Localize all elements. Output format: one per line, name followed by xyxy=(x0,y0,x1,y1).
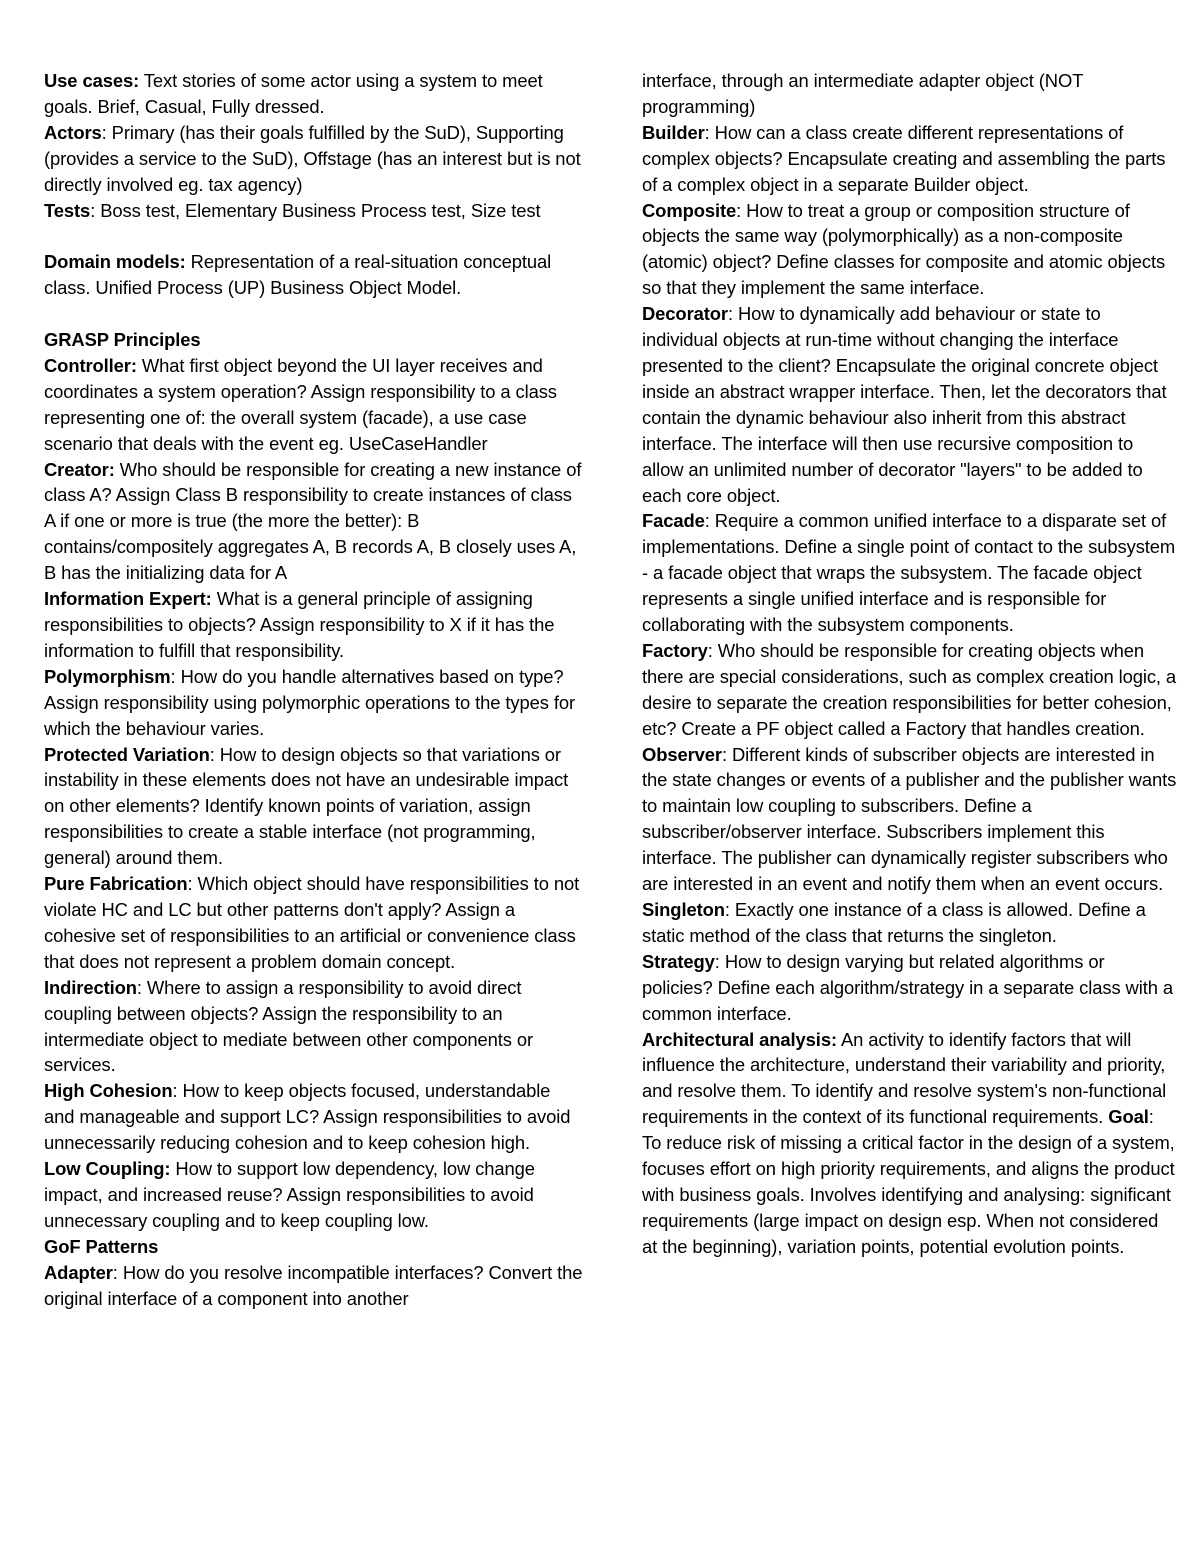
definition-singleton: : Exactly one instance of a class is allowed. Define a static method of the class that returns the singleton. xyxy=(642,899,1146,946)
definition-decorator: : How to dynamically add behaviour or state to individual objects at run-time without changing the interface presented to the client? Encapsulate the original concrete object inside an abstract wrapper interface. Then, let the decorators that contain the dynamic behaviour also inherit from this abstract interface. The interface will then use recursive composition to allow an unlimited number of decorator "layers" to be added to each core object. xyxy=(642,303,1167,506)
term-goal: Goal xyxy=(1108,1106,1149,1128)
definition-architectural-analysis: An activity to identify factors that will influence the architecture, understand their variability and priority, and resolve them. To identify and resolve system's non-functional requirements in the context of its functional requirements. xyxy=(642,1028,1167,1128)
definition-indirection: : Where to assign a responsibility to avoid direct coupling between objects? Assign the responsibility to an intermediate object to mediate between other components or services. xyxy=(44,976,533,1076)
definition-tests: : Boss test, Elementary Business Process test, Size test xyxy=(90,199,541,221)
definition-factory: : Who should be responsible for creating objects when there are special considerations, such as complex creation logic, a desire to separate the creation responsibilities for better cohesion, etc? Create a PF object called a Factory that handles creation. xyxy=(642,639,1177,739)
term-high-cohesion: High Cohesion xyxy=(44,1080,173,1102)
entry-strategy xyxy=(642,949,1177,1027)
term-architectural-analysis: Architectural analysis: xyxy=(642,1028,837,1050)
definition-strategy: : How to design varying but related algorithms or policies? Define each algorithm/strategy in a separate class with a common interface. xyxy=(642,950,1173,1024)
blank-line xyxy=(44,223,584,249)
term-domain-models: Domain models: xyxy=(44,251,186,273)
definition-pure-fabrication: : Which object should have responsibilities to not violate HC and LC but other patterns don't apply? Assign a cohesive set of responsibilities to an artificial or convenience class that does not represent a problem domain concept. xyxy=(44,873,580,972)
definition-protected-variation: : How to design objects so that variations or instability in these elements does not have an undesirable impact on other elements? Identify known points of variation, assign responsibilities to create a stable interface (not programming, general) around them. xyxy=(44,743,569,869)
definition-goal: : To reduce risk of missing a critical factor in the design of a system, focuses effort on high priority requirements, and aligns the product with business goals. Involves identifying and analysing: significant requirements (large impact on design esp. When not considered at the beginning), variation points, potential evolution points. xyxy=(642,1106,1175,1257)
definition-builder: : How can a class create different representations of complex objects? Encapsulate creating and assembling the parts of a complex object in a separate Builder object. xyxy=(642,121,1166,195)
term-factory: Factory xyxy=(642,639,708,661)
term-controller: Controller: xyxy=(44,354,137,376)
definition-polymorphism: : How do you handle alternatives based on type? Assign responsibility using polymorphic operations to the types for which the behaviour varies. xyxy=(44,665,575,739)
entry-protected-variation xyxy=(44,742,584,872)
definition-composite: : How to treat a group or composition structure of objects the same way (polymorphically) as a non-composite (atomic) object? Define classes for composite and atomic objects so that they implement the same interface. xyxy=(642,199,1166,299)
definition-observer: : Different kinds of subscriber objects are interested in the state changes or events of a publisher and the publisher wants to maintain low coupling to subscribers. Define a subscriber/observer interface. Subscribers implement this interface. The publisher can dynamically register subscribers who are interested in an event and notify them when an event occurs. xyxy=(642,743,1177,895)
definition-adapter: : How do you resolve incompatible interfaces? Convert the original interface of a component into another xyxy=(44,1261,583,1309)
right-column xyxy=(642,68,1177,1260)
definition-controller: What first object beyond the UI layer receives and coordinates a system operation? Assign responsibility to a class representing one of: the overall system (facade), a use case scenario that deals with the event eg. UseCaseHandler xyxy=(44,354,557,454)
entry-high-cohesion xyxy=(44,1078,584,1156)
definition-low-coupling: How to support low dependency, low change impact, and increased reuse? Assign responsibilities to avoid unnecessary coupling and to keep coupling low. xyxy=(44,1158,535,1231)
term-singleton: Singleton xyxy=(642,899,725,920)
term-low-coupling: Low Coupling: xyxy=(44,1158,171,1180)
definition-high-cohesion: : How to keep objects focused, understandable and manageable and support LC? Assign responsibilities to avoid unnecessarily reducing cohesion and to keep cohesion high. xyxy=(44,1080,571,1154)
definition-creator: Who should be responsible for creating a new instance of class A? Assign Class B responsibility to create instances of class A if one or more is true (the more the better): B contains/compositely aggregates A, B records A, B closely uses A, B has the initializing data for A xyxy=(44,458,582,584)
entry-composite xyxy=(642,198,1177,302)
entry-architectural-analysis xyxy=(642,1027,1177,1260)
term-actors: Actors xyxy=(44,121,102,143)
heading-gof-patterns: GoF Patterns xyxy=(44,1235,159,1257)
entry-low-coupling xyxy=(44,1156,584,1234)
blank-line xyxy=(44,301,584,327)
term-information-expert: Information Expert: xyxy=(44,588,212,610)
term-strategy: Strategy xyxy=(642,950,715,972)
term-indirection: Indirection xyxy=(44,976,137,998)
entry-creator xyxy=(44,457,584,587)
entry-facade xyxy=(642,508,1177,638)
heading-grasp-principles: GRASP Principles xyxy=(44,329,201,351)
term-composite: Composite xyxy=(642,199,737,221)
term-polymorphism: Polymorphism xyxy=(44,665,171,687)
definition-actors: : Primary (has their goals fulfilled by the SuD), Supporting (provides a service to the SuD), Offstage (has an interest but is not directly involved eg. tax agency) xyxy=(44,121,581,195)
entry-actors xyxy=(44,120,584,198)
entry-tests xyxy=(44,198,584,224)
term-pure-fabrication: Pure Fabrication xyxy=(44,873,188,895)
entry-adapter xyxy=(44,1260,584,1312)
term-facade: Facade xyxy=(642,510,705,532)
term-tests: Tests xyxy=(44,199,91,221)
entry-adapter-continued: interface, through an intermediate adapter object (NOT programming) xyxy=(642,70,1083,117)
entry-indirection xyxy=(44,975,584,1079)
term-observer: Observer xyxy=(642,743,722,765)
left-column xyxy=(44,68,584,1311)
entry-pure-fabrication xyxy=(44,871,584,975)
term-use-cases: Use cases: xyxy=(44,70,140,91)
term-decorator: Decorator xyxy=(642,303,728,325)
entry-singleton xyxy=(642,897,1177,949)
entry-builder xyxy=(642,120,1177,198)
entry-information-expert xyxy=(44,586,584,664)
definition-facade: : Require a common unified interface to a disparate set of implementations. Define a single point of contact to the subsystem - a facade object that wraps the subsystem. The facade object represents a single unified interface and is responsible for collaborating with the subsystem components. xyxy=(642,510,1176,636)
entry-polymorphism xyxy=(44,664,584,742)
entry-decorator xyxy=(642,301,1177,508)
term-adapter: Adapter xyxy=(44,1261,113,1283)
definition-use-cases: Text stories of some actor using a system to meet goals. Brief, Casual, Fully dressed. xyxy=(44,70,543,117)
entry-controller xyxy=(44,353,584,457)
definition-domain-models: Representation of a real-situation conceptual class. Unified Process (UP) Business Object Model. xyxy=(44,251,552,299)
entry-use-cases xyxy=(44,68,584,120)
term-creator: Creator: xyxy=(44,458,115,480)
entry-domain-models xyxy=(44,249,584,301)
definition-information-expert: What is a general principle of assigning responsibilities to objects? Assign responsibility to X if it has the information to fulfill that responsibility. xyxy=(44,588,555,661)
entry-observer xyxy=(642,742,1177,897)
term-builder: Builder xyxy=(642,121,705,143)
term-protected-variation: Protected Variation xyxy=(44,743,210,765)
entry-factory xyxy=(642,638,1177,742)
